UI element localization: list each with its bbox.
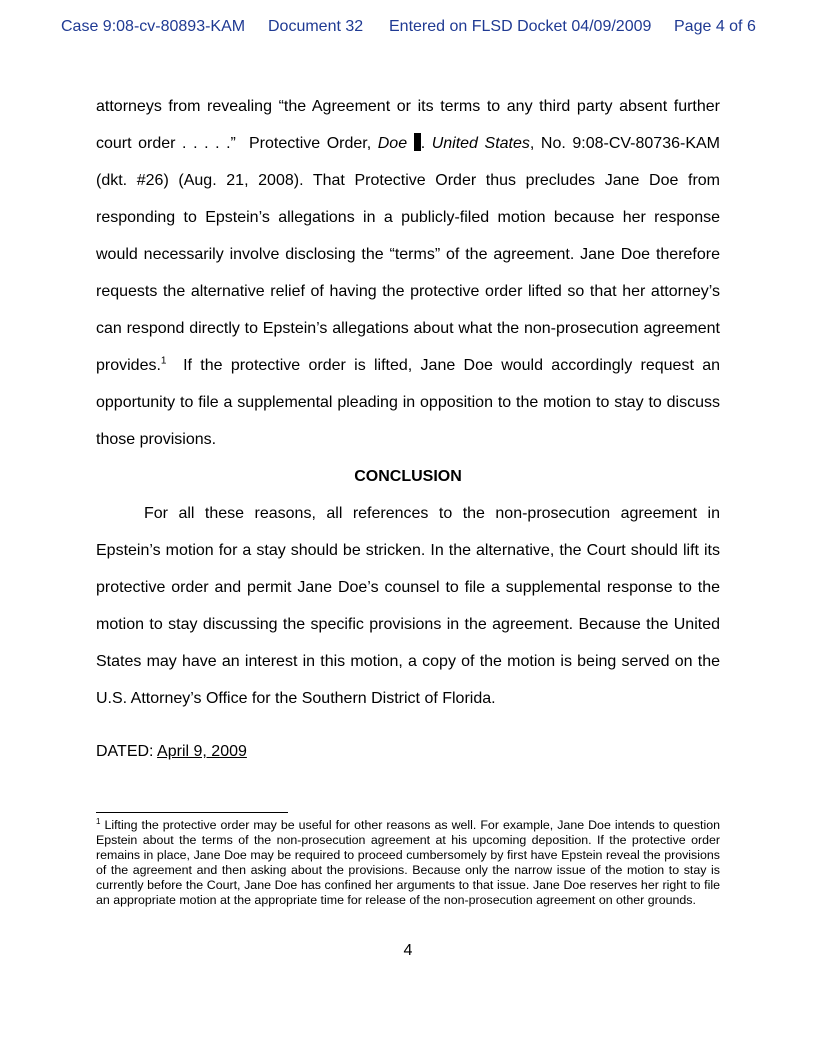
paragraph-text: attorneys from revealing “the Agreement or its terms to any third party absent further court order . . . . .” Protective Order, (96, 98, 725, 152)
document-body (96, 88, 725, 770)
footnote-reference[interactable]: 1 (160, 355, 167, 367)
section-heading: CONCLUSION (354, 468, 462, 485)
paragraph-protective-order (96, 88, 725, 458)
dated-value: April 9, 2009 (157, 743, 247, 760)
footnote-text: Lifting the protective order may be useful for other reasons as well. For example, Jane Doe intends to question Epstein about the terms of the non-prosecution agreement at his upcoming deposition. If the protective order remains in place, Jane Doe may be required to proceed cumbersomely by first have Epstein reveal the provisions of the agreement and then asking about the provisions. Because only the narrow issue of the motion to stay is currently before the Court, Jane Doe has confined her arguments to that issue. Jane Doe reserves her right to file an appropriate motion at the appropriate time for release of the non-prosecution agreement on other grounds. (96, 818, 720, 908)
redaction-block (414, 133, 421, 151)
paragraph-text: , No. 9:08-CV-80736-KAM (dkt. #26) (Aug. 21, 2008). That Protective Order thus precludes Jane Doe from responding to Epstein’s allegations in a publicly-filed motion because her response would necessarily involve disclosing the “terms” of the agreement. Jane Doe therefore requests the alternative relief of having the protective order lifted so that her attorney’s can respond directly to Epstein’s allegations about what the non-prosecution agreement provides. (96, 135, 721, 374)
case-party-doe: Doe (377, 135, 408, 152)
page-of: Page 4 of 6 (674, 18, 756, 35)
paragraph-text: If the protective order is lifted, Jane Doe would accordingly request an opportunity to file a supplemental pleading in opposition to the motion to stay to discuss those provisions. (96, 357, 725, 448)
docket-entry: Entered on FLSD Docket 04/09/2009 (389, 18, 652, 35)
footnote (96, 818, 720, 909)
page-number: 4 (403, 942, 413, 959)
footnote-divider (96, 812, 288, 813)
case-number: Case 9:08-cv-80893-KAM (61, 18, 246, 35)
dated-line (96, 733, 720, 770)
document-number: Document 32 (268, 18, 364, 35)
case-party-us: United States (431, 135, 530, 152)
footnote-number: 1 (96, 816, 101, 826)
paragraph-text: . (420, 135, 432, 152)
dated-label: DATED: (96, 743, 158, 760)
paragraph-conclusion: For all these reasons, all references to the non-prosecution agreement in Epstein’s motion for a stay should be stricken. In the alternative, the Court should lift its protective order and permit Jane Doe’s counsel to file a supplemental response to the motion to stay discussing the specific provisions in the agreement. Because the United States may have an interest in this motion, a copy of the motion is being served on the U.S. Attorney’s Office for the Southern District of Florida. (96, 505, 720, 707)
